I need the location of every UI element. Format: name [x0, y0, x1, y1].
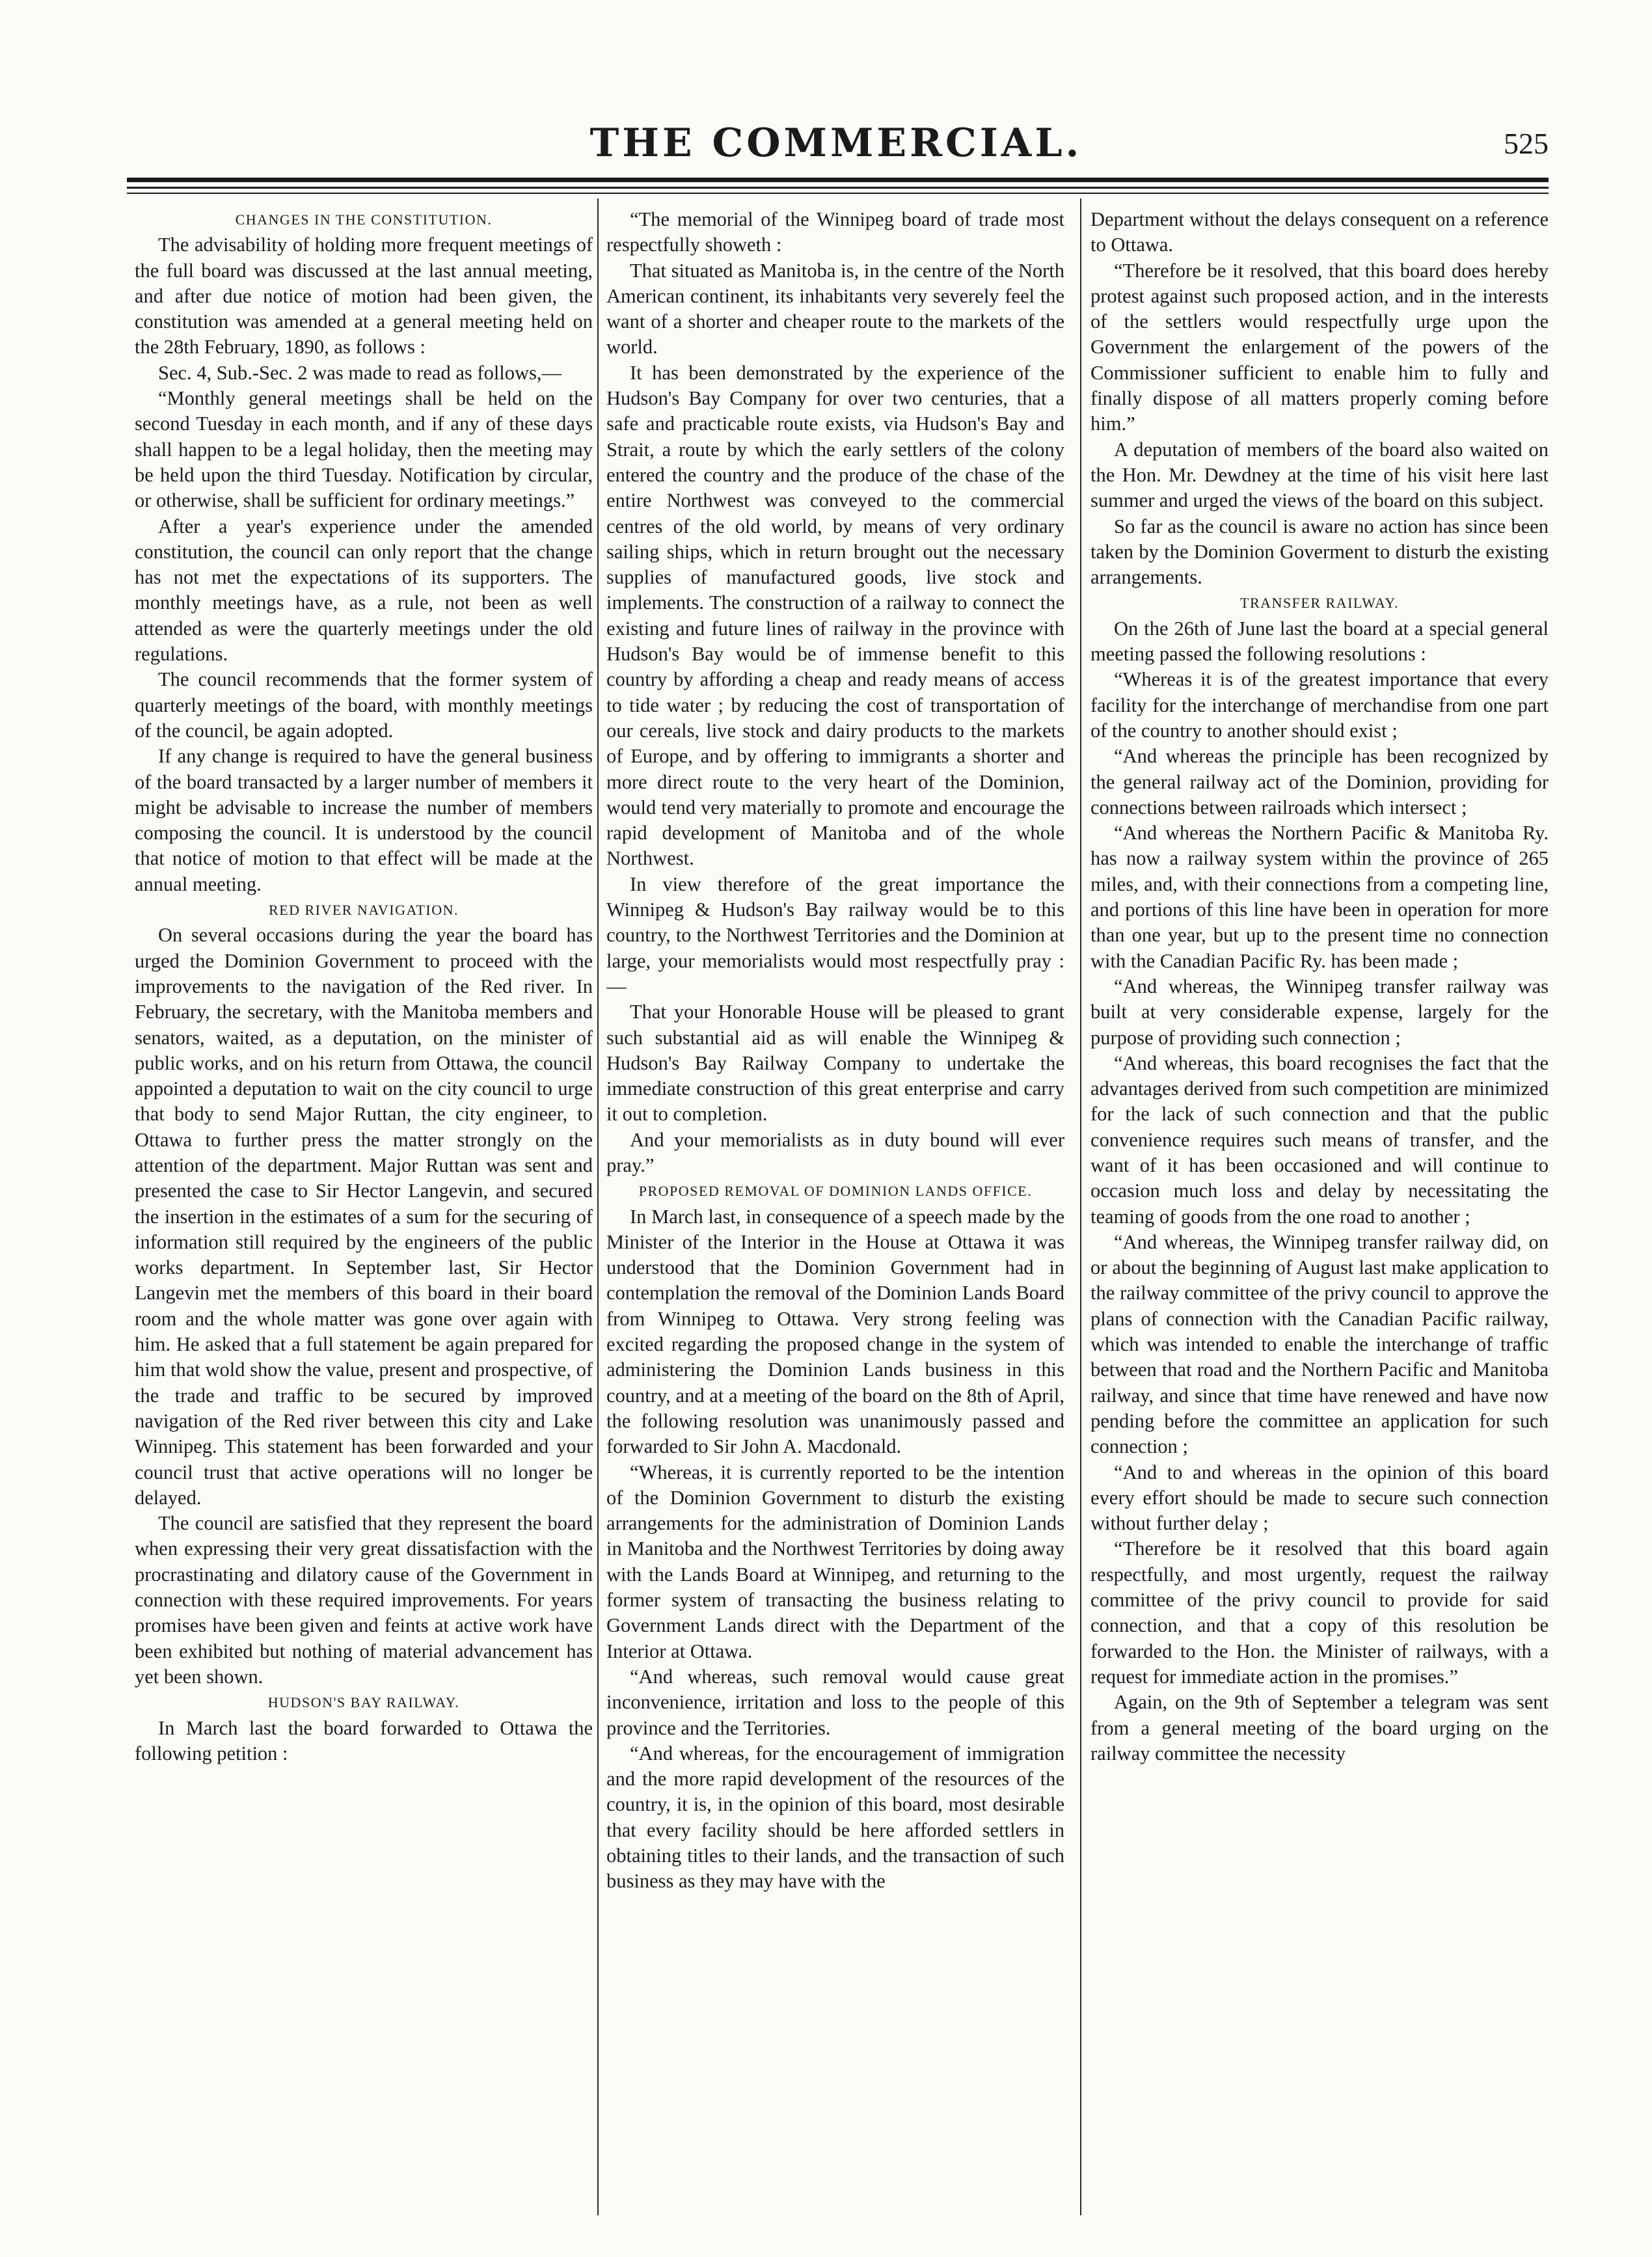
paragraph: “And whereas, for the encouragement of immigration and the more rapid development of the resources of the country, it is, in the opinion of this board, most desirable that every facility should be here afforded settlers in obtaining titles to their lands, and the transaction of such business as they may have with the: [606, 1742, 1064, 1893]
paragraph: After a year's experience under the amended constitution, the council can only report that the change has not met the expectations of its supporters. The monthly meetings have, as a rule, not been as well attended as were the quarterly meetings under the old regulations.: [135, 515, 593, 666]
section-heading-constitution: CHANGES IN THE CONSTITUTION.: [235, 211, 493, 228]
page-header: [124, 120, 1549, 172]
section-heading-hudsons-bay: HUDSON'S BAY RAILWAY.: [267, 1694, 460, 1711]
paragraph: “The memorial of the Winnipeg board of trade most respectfully showeth :: [606, 208, 1064, 256]
paragraph: “And whereas, such removal would cause great inconvenience, irritation and loss to the people of this province and the Territories.: [606, 1665, 1064, 1739]
paragraph: On several occasions during the year the board has urged the Dominion Government to proceed with the improvements to the navigation of the Red river. In February, the secretary, with the Manitoba members and senators, waited, as a deputation, on the minister of public works, and on his return from Ottawa, the council appointed a deputation to wait on the city council to urge that body to send Major Ruttan, the city engineer, to Ottawa to further press the matter strongly on the attention of the department. Major Ruttan was sent and presented the case to Sir Hector Langevin, and secured the insertion in the estimates of a sum for the securing of information still required by the engineers of the public works department. In September last, Sir Hector Langevin met the members of this board in their board room and the whole matter was gone over again with him. He asked that a full statement be again prepared for him that wold show the value, present and prospective, of the trade and traffic to be secured by improved navigation of the Red river between this city and Lake Winnipeg. This statement has been forwarded and your council trust that active operations will no longer be delayed.: [135, 924, 593, 1509]
column-2: [606, 207, 1064, 2211]
paragraph: And your memorialists as in duty bound will ever pray.”: [606, 1128, 1064, 1176]
column-divider: [597, 198, 599, 2215]
paragraph: Sec. 4, Sub.-Sec. 2 was made to read as follows,—: [158, 361, 562, 384]
paragraph: It has been demonstrated by the experience of the Hudson's Bay Company for over two centuries, that a safe and practicable route exists, via Hudson's Bay and Strait, a route by which the early settlers of the colony entered the country and the produce of the chase of the entire Northwest was conveyed to the commercial centres of the old world, by means of very ordinary sailing ships, which in return brought out the necessary supplies of manufactured goods, live stock and implements. The construction of a railway to connect the existing and future lines of railway in the province with Hudson's Bay would be of immense benefit to this country by affording a cheap and ready means of access to tide water ; by reducing the cost of transportation of our cereals, live stock and dairy products to the markets of Europe, and by offering to immigrants a shorter and more direct route to the very heart of the Dominion, would tend very materially to promote and encourage the rapid development of Manitoba and of the whole Northwest.: [606, 361, 1064, 870]
header-rule-thin: [127, 193, 1549, 194]
paragraph: “And whereas the principle has been recognized by the general railway act of the Dominion, providing for connections between railroads which intersect ;: [1090, 745, 1549, 818]
paragraph: If any change is required to have the general business of the board transacted by a larger number of members it might be advisable to increase the number of members composing the council. It is understood by the council that notice of motion to that effect will be made at the annual meeting.: [135, 745, 593, 895]
header-rule-thick: [127, 178, 1549, 182]
paragraph: “Whereas, it is currently reported to be the intention of the Dominion Government to disturb the existing arrangements for the administration of Dominion Lands in Manitoba and the Northwest Territories by doing away with the Lands Board at Winnipeg, and returning to the former system of transacting the business relating to Government Lands direct with the Department of the Interior at Ottawa.: [606, 1461, 1064, 1662]
paragraph: “And whereas the Northern Pacific & Manitoba Ry. has now a railway system within the province of 265 miles, and, with their connections from a competing line, and portions of this line have been in operation for more than one year, but up to the present time no connection with the Canadian Pacific Ry. has been made ;: [1090, 822, 1549, 972]
column-3: [1090, 207, 1549, 2211]
column-1: [135, 207, 593, 2211]
paragraph: The advisability of holding more frequent meetings of the full board was discussed at the last annual meeting, and after due notice of motion had been given, the constitution was amended at a general meeting held on the 28th February, 1890, as follows :: [135, 234, 593, 358]
paragraph: A deputation of members of the board also waited on the Hon. Mr. Dewdney at the time of his visit here last summer and urged the views of the board on this subject.: [1090, 438, 1549, 512]
masthead: THE COMMERCIAL.: [589, 120, 1083, 166]
paragraph: On the 26th of June last the board at a special general meeting passed the following resolutions :: [1090, 617, 1549, 666]
column-divider: [1080, 198, 1081, 2215]
paragraph: In March last the board forwarded to Ottawa the following petition :: [135, 1716, 593, 1764]
paragraph: “Whereas it is of the greatest importance that every facility for the interchange of merchandise from one part of the country to another should exist ;: [1090, 668, 1549, 742]
paragraph: That your Honorable House will be pleased to grant such substantial aid as will enable the Winnipeg & Hudson's Bay Railway Company to undertake the immediate construction of this great enterprise and carry it out to completion.: [606, 1001, 1064, 1126]
paragraph: Again, on the 9th of September a telegram was sent from a general meeting of the board urging on the railway committee the necessity: [1090, 1691, 1549, 1764]
paragraph: “And whereas, the Winnipeg transfer railway was built at very considerable expense, largely for the purpose of providing such connection ;: [1090, 975, 1549, 1049]
paragraph: The council are satisfied that they represent the board when expressing their very great dissatisfaction with the procrastinating and dilatory cause of the Government in connection with these required improvements. For years promises have been given and feints at active work have been exhibited but nothing of material advancement has yet been shown.: [135, 1512, 593, 1688]
paragraph: In March last, in consequence of a speech made by the Minister of the Interior in the House at Ottawa it was understood that the Dominion Government had in contemplation the removal of the Dominion Lands Board from Winnipeg to Ottawa. Very strong feeling was excited regarding the proposed change in the system of administering the Dominion Lands business in this country, and at a meeting of the board on the 8th of April, the following resolution was unanimously passed and forwarded to Sir John A. Macdonald.: [606, 1205, 1064, 1458]
paragraph: “Monthly general meetings shall be held on the second Tuesday in each month, and if any of these days shall happen to be a legal holiday, then the meeting may be held upon the third Tuesday. Notification by circular, or otherwise, shall be sufficient for ordinary meetings.”: [135, 387, 593, 512]
paragraph: “And to and whereas in the opinion of this board every effort should be made to secure such connection without further delay ;: [1090, 1461, 1549, 1535]
section-heading-red-river: RED RIVER NAVIGATION.: [268, 902, 459, 919]
paragraph: So far as the council is aware no action has since been taken by the Dominion Goverment to disturb the existing arrangements.: [1090, 515, 1549, 589]
section-heading-lands-office: PROPOSED REMOVAL OF DOMINION LANDS OFFICE.: [638, 1183, 1033, 1200]
paragraph: “Therefore be it resolved that this board again respectfully, and most urgently, request the railway committee of the privy council to provide for said connection, and that a copy of this resolution be forwarded to the Hon. the Minister of railways, with a request for immediate action in the promises.”: [1090, 1537, 1549, 1688]
paragraph: “And whereas, the Winnipeg transfer railway did, on or about the beginning of August last make application to the railway committee of the privy council to approve the plans of connection with the Canadian Pacific railway, which was intended to enable the interchange of traffic between that road and the Northern Pacific and Manitoba railway, and since that time have renewed and have now pending before the committee an application for such connection ;: [1090, 1230, 1549, 1458]
paragraph: “Therefore be it resolved, that this board does hereby protest against such proposed action, and in the interests of the settlers would respectfully urge upon the Government the enlargement of the powers of the Commissioner sufficient to enable him to fully and finally dispose of all matters properly coming before him.”: [1090, 259, 1549, 435]
paragraph: In view therefore of the great importance the Winnipeg & Hudson's Bay railway would be to this country, to the Northwest Territories and the Dominion at large, your memorialists would most respectfully pray :—: [606, 872, 1064, 997]
paragraph: The council recommends that the former system of quarterly meetings of the board, with monthly meetings of the council, be again adopted.: [135, 668, 593, 742]
section-heading-transfer-railway: TRANSFER RAILWAY.: [1240, 595, 1399, 612]
paragraph: That situated as Manitoba is, in the centre of the North American continent, its inhabitants very severely feel the want of a shorter and cheaper route to the markets of the world.: [606, 259, 1064, 358]
header-rule-middle: [127, 187, 1549, 189]
paragraph: Department without the delays consequent on a reference to Ottawa.: [1090, 208, 1549, 256]
paragraph: “And whereas, this board recognises the fact that the advantages derived from such competition are minimized for the lack of such connection and that the public convenience requires such means of transfer, and the want of it has been occasioned and will continue to occasion much loss and delay by necessitating the teaming of goods from the one road to another ;: [1090, 1051, 1549, 1228]
page-number: 525: [1504, 127, 1549, 160]
